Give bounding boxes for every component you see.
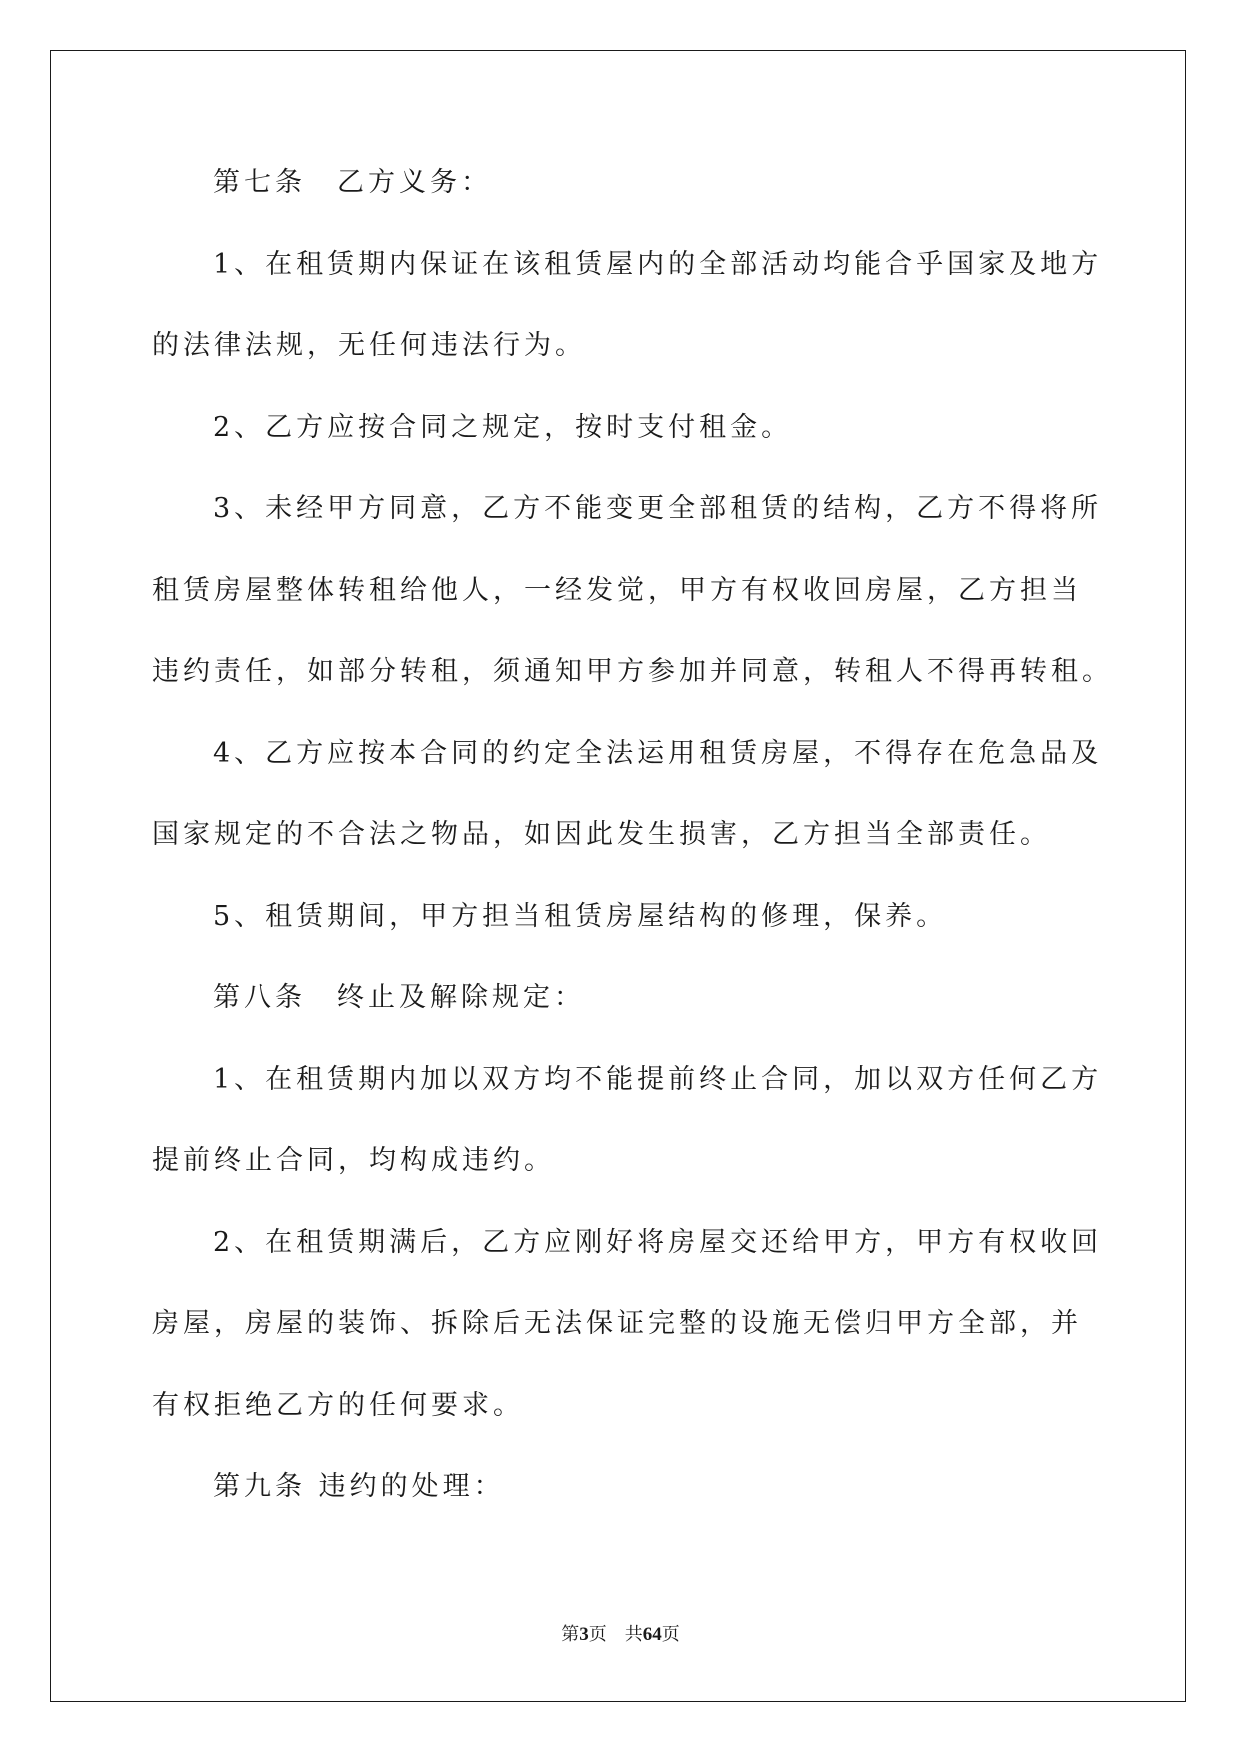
document-body <box>152 165 1113 1551</box>
footer-suffix: 页 <box>661 1624 680 1645</box>
text-line: 2、乙方应按合同之规定，按时支付租金。 <box>213 411 793 443</box>
text-line: 2、在租赁期满后，乙方应刚好将房屋交还给甲方，甲方有权收回 <box>213 1226 1103 1258</box>
text-line: 1、在租赁期内保证在该租赁屋内的全部活动均能合乎国家及地方 <box>213 248 1103 280</box>
text-line: 第七条 乙方义务： <box>213 167 492 198</box>
current-page-number: 3 <box>579 1624 589 1645</box>
footer-prefix: 第 <box>561 1624 580 1645</box>
text-line: 1、在租赁期内加以双方均不能提前终止合同，加以双方任何乙方 <box>213 1063 1103 1095</box>
text-line: 国家规定的不合法之物品，如因此发生损害，乙方担当全部责任。 <box>152 819 1051 850</box>
footer-mid: 页 共 <box>588 1624 643 1645</box>
total-page-count: 64 <box>642 1624 662 1645</box>
text-line: 有权拒绝乙方的任何要求。 <box>152 1389 524 1421</box>
text-line: 的法律法规，无任何违法行为。 <box>152 330 586 361</box>
text-line: 房屋，房屋的装饰、拆除后无法保证完整的设施无偿归甲方全部，并 <box>152 1308 1082 1339</box>
text-line: 4、乙方应按本合同的约定全法运用租赁房屋，不得存在危急品及 <box>213 737 1103 769</box>
text-line: 违约责任，如部分转租，须通知甲方参加并同意，转租人不得再转租。 <box>152 656 1113 687</box>
text-line: 第九条 违约的处理： <box>213 1471 505 1502</box>
text-line: 5、租赁期间，甲方担当租赁房屋结构的修理，保养。 <box>213 900 948 932</box>
text-line: 第八条 终止及解除规定： <box>213 982 585 1013</box>
text-line: 租赁房屋整体转租给他人，一经发觉，甲方有权收回房屋，乙方担当 <box>152 574 1082 606</box>
page-footer <box>0 1620 1241 1646</box>
text-line: 提前终止合同，均构成违约。 <box>152 1145 555 1176</box>
text-line: 3、未经甲方同意，乙方不能变更全部租赁的结构，乙方不得将所 <box>213 493 1103 524</box>
